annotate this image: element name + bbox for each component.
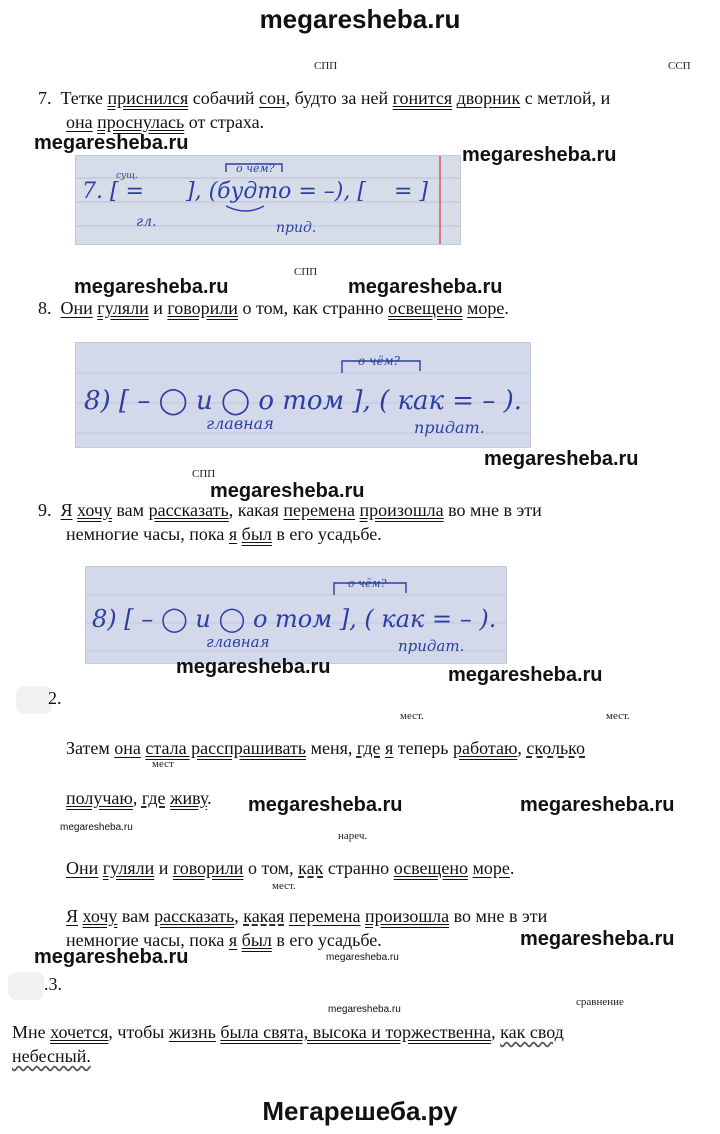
label-ssp: ССП — [668, 60, 691, 72]
handwritten-scheme-8 — [75, 342, 531, 448]
svg-text:гл.: гл. — [136, 214, 157, 230]
svg-text:придат.: придат. — [414, 418, 485, 437]
task-number-badge — [16, 686, 52, 714]
task-2-sentence-1-line-2: получаю, где живу. — [66, 788, 212, 808]
watermark: megaresheba.ru — [176, 656, 331, 678]
label-spp: СПП — [192, 468, 216, 480]
task-2-sentence-1: Затем она стала расспрашивать меня, где я теперь работаю, сколько — [66, 738, 586, 758]
sentence-number: 7. — [38, 88, 52, 108]
svg-text:о чём?: о чём? — [236, 162, 275, 175]
svg-text:главная: главная — [206, 414, 274, 433]
handwritten-scheme-7 — [75, 155, 461, 245]
label-sravnenie: сравнение — [576, 996, 624, 1008]
svg-text:7. [ =: 7. [ = — [82, 179, 144, 204]
svg-text:8) [ – ◯ и ◯ о том ], ( как =: 8) [ – ◯ и ◯ о том ], ( как = – ). — [84, 386, 523, 416]
watermark: megaresheba.ru — [462, 144, 617, 166]
svg-text:8) [ – ◯ и ◯ о том ], ( как =: 8) [ – ◯ и ◯ о том ], ( как = – ). — [92, 605, 497, 633]
sentence-8: 8. Они гуляли и говорили о том, как странно освещено море. — [38, 298, 509, 318]
watermark: megaresheba.ru — [74, 276, 229, 298]
svg-text:], (будто = –), [: ], (будто = –), [ — [186, 179, 366, 204]
watermark: megaresheba.ru — [348, 276, 503, 298]
header-watermark: megaresheba.ru — [259, 4, 461, 34]
handwritten-scheme-9 — [85, 566, 507, 664]
task-2-number: 2. — [48, 688, 62, 708]
sentence-9: 9. Я хочу вам рассказать, какая перемена произошла во мне в эти немногие часы, пока я был в его усадьбе. — [38, 500, 542, 544]
footer-title: Мегарешеба.ру — [262, 1096, 458, 1126]
svg-text:= ]: = ] — [394, 179, 429, 204]
label-spp: СПП — [314, 60, 338, 72]
task-3-number: .3. — [44, 974, 62, 994]
task-3-sentence: Мне хочется, чтобы жизнь была свята, высока и торжественна, как свод небесный. — [12, 1022, 564, 1066]
task-number-badge — [8, 972, 44, 1000]
svg-text:о чём?: о чём? — [358, 354, 400, 368]
svg-text:сущ.: сущ. — [116, 171, 139, 181]
task-2-sentence-2: Они гуляли и говорили о том, как странно освещено море. — [66, 858, 515, 878]
label-narech: нареч. — [338, 830, 368, 842]
svg-text:главная: главная — [206, 633, 270, 651]
watermark-small: megaresheba.ru — [328, 1004, 401, 1015]
watermark-small: megaresheba.ru — [60, 822, 133, 833]
label-mest: мест. — [272, 880, 296, 892]
watermark: megaresheba.ru — [210, 480, 365, 502]
sentence-7: 7. Тетке приснился собачий сон, будто за ней гонится дворник с метлой, и она проснулась от страха. — [38, 88, 611, 132]
watermark: megaresheba.ru — [34, 132, 189, 154]
svg-text:придат.: придат. — [398, 637, 465, 655]
watermark: megaresheba.ru — [484, 448, 639, 470]
task-2-sentence-3: Я хочу вам рассказать, какая перемена произошла во мне в эти немногие часы, пока я был в его усадьбе. — [66, 906, 548, 950]
watermark: megaresheba.ru — [520, 928, 675, 950]
watermark: megaresheba.ru — [448, 664, 603, 686]
label-mest-short: мест — [152, 758, 174, 770]
watermark: megaresheba.ru — [248, 794, 403, 816]
svg-text:о чём?: о чём? — [348, 577, 387, 590]
watermark: megaresheba.ru — [34, 946, 189, 968]
label-mest: мест. — [400, 710, 424, 722]
svg-text:прид.: прид. — [276, 220, 317, 236]
notebook-lines-icon — [76, 156, 460, 244]
label-mest: мест. — [606, 710, 630, 722]
label-spp: СПП — [294, 266, 318, 278]
watermark-small: megaresheba.ru — [326, 952, 399, 963]
watermark: megaresheba.ru — [520, 794, 675, 816]
